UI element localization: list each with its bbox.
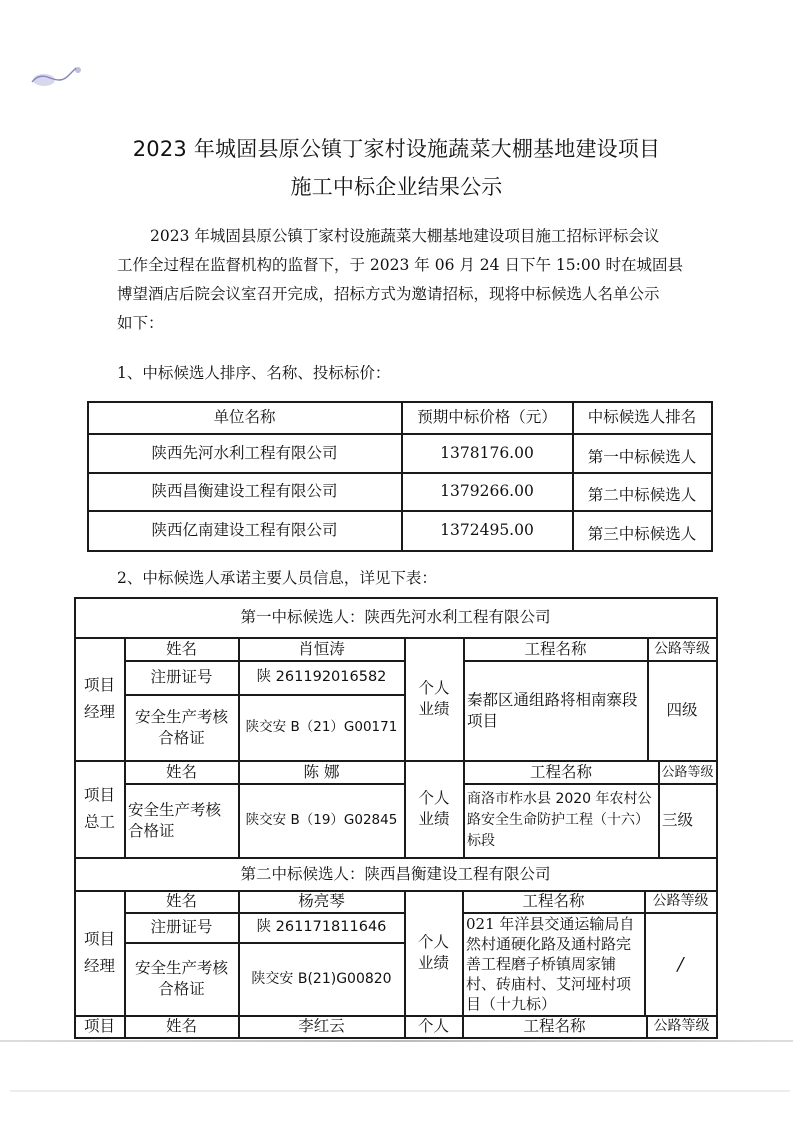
- role-label: 项目总工: [83, 786, 115, 831]
- candidate-rank: 第二中标候选人: [587, 486, 697, 504]
- reg-number: 陕 261171811646: [256, 919, 387, 935]
- name-label: 姓名: [165, 1017, 197, 1035]
- intro-line: 2023 年城固县原公镇丁家村设施蔬菜大棚基地建设项目施工招标评标会议: [150, 227, 660, 245]
- road-grade-label: 公路等级: [654, 640, 710, 657]
- document-title: 2023 年城固县原公镇丁家村设施蔬菜大棚基地建设项目: [132, 137, 661, 161]
- company-name: 陕西昌衡建设工程有限公司: [151, 482, 338, 500]
- safety-number: 陕交安 B（19）G02845: [245, 812, 398, 828]
- section1-heading: 1、中标候选人排序、名称、投标标价：: [117, 364, 391, 382]
- candidate-header: 第二中标候选人：陕西昌衡建设工程有限公司: [240, 864, 551, 883]
- road-grade-label: 公路等级: [661, 764, 714, 780]
- column-header: 中标候选人排名: [587, 408, 697, 426]
- person-name: 杨亮琴: [298, 892, 345, 910]
- reg-label: 注册证号: [150, 918, 213, 936]
- bid-price: 1379266.00: [440, 482, 534, 500]
- safety-number: 陕交安 B（21）G00171: [245, 719, 398, 735]
- role-label: 项目经理: [83, 676, 115, 721]
- person-name: 肖恒涛: [298, 639, 345, 658]
- performance-label: 个人业绩: [418, 789, 450, 828]
- intro-line: 工作全过程在监督机构的监督下，于 2023 年 06 月 24 日下午 15:00 时在城固县: [117, 256, 683, 274]
- intro-line: 博望酒店后院会议室召开完成，招标方式为邀请招标，现将中标候选人名单公示: [117, 285, 660, 303]
- name-label: 姓名: [165, 892, 197, 910]
- person-name: 李红云: [298, 1017, 345, 1035]
- scan-edge-shadow: [0, 1040, 793, 1042]
- safety-label: 安全生产考核合格证: [134, 959, 228, 998]
- table-border: [74, 1037, 718, 1039]
- bid-price: 1378176.00: [440, 443, 534, 462]
- company-name: 陕西亿南建设工程有限公司: [151, 521, 338, 539]
- bid-price: 1372495.00: [440, 521, 534, 539]
- project-name-label: 工程名称: [524, 639, 587, 658]
- table-border: [711, 401, 713, 552]
- project-name: 021 年洋县交通运输局自然村通硬化路及通村路完善工程磨子桥镇周家铺村、砖庙村、艾河垭村项目（十九标）: [466, 915, 635, 1013]
- safety-label: 安全生产考核合格证: [128, 800, 222, 840]
- road-grade: 四级: [666, 701, 698, 719]
- table-border: [716, 597, 718, 1038]
- column-header: 单位名称: [213, 408, 276, 426]
- person-name: 陈 娜: [303, 762, 340, 781]
- company-name: 陕西先河水利工程有限公司: [151, 443, 338, 462]
- column-header: 预期中标价格（元）: [417, 408, 557, 426]
- road-grade-label: 公路等级: [653, 1018, 710, 1034]
- performance-label: 个人: [417, 1017, 449, 1035]
- candidate-header: 第一中标候选人：陕西先河水利工程有限公司: [240, 608, 551, 626]
- reg-number: 陕 261192016582: [256, 669, 387, 685]
- scan-artifact-line: [10, 1090, 790, 1092]
- performance-label: 个人业绩: [417, 933, 449, 972]
- performance-label: 个人业绩: [418, 679, 450, 718]
- road-grade: /: [677, 953, 684, 975]
- document-subtitle: 施工中标企业结果公示: [290, 175, 503, 199]
- name-label: 姓名: [165, 639, 197, 658]
- role-label: 项目经理: [83, 930, 115, 975]
- project-name-label: 工程名称: [529, 762, 592, 781]
- road-grade-label: 公路等级: [652, 893, 709, 909]
- reg-label: 注册证号: [150, 668, 213, 686]
- intro-line: 如下：: [117, 314, 164, 332]
- section2-heading: 2、中标候选人承诺主要人员信息，详见下表：: [117, 569, 437, 587]
- safety-label: 安全生产考核合格证: [134, 707, 228, 747]
- project-name-label: 工程名称: [523, 1017, 586, 1035]
- road-grade: 三级: [662, 811, 694, 829]
- candidate-rank: 第三中标候选人: [587, 525, 697, 543]
- role-label: 项目: [83, 1017, 115, 1035]
- ink-smudge-icon: [28, 64, 88, 92]
- candidate-rank: 第一中标候选人: [587, 447, 697, 466]
- safety-number: 陕交安 B(21)G00820: [251, 970, 392, 987]
- project-name-label: 工程名称: [522, 892, 585, 910]
- project-name: 秦都区通组路将相南寨段项目: [467, 690, 638, 730]
- project-name: 商洛市柞水县 2020 年农村公路安全生命防护工程（十六）标段: [467, 791, 652, 849]
- intro-paragraph: [117, 222, 687, 338]
- name-label: 姓名: [165, 762, 197, 781]
